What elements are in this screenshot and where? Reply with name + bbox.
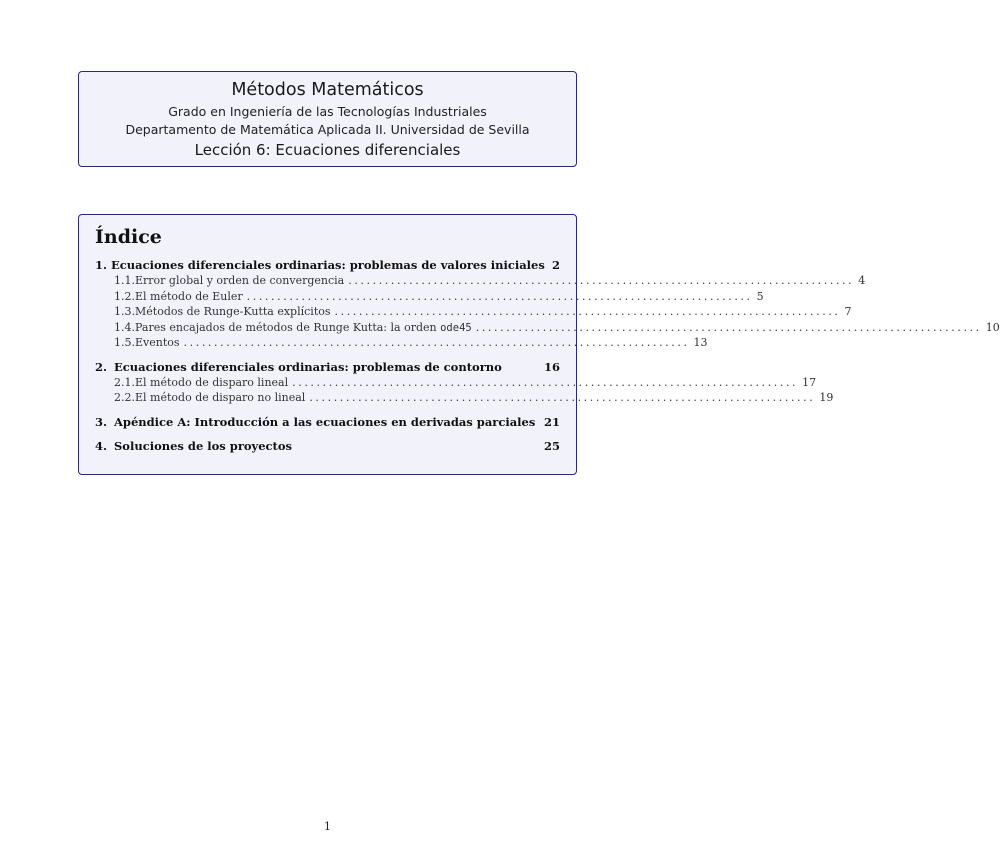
title-box — [78, 71, 577, 167]
toc-label: Métodos de Runge-Kutta explícitos — [135, 305, 331, 318]
toc-page: 4 — [858, 274, 866, 287]
toc-dot-leader: ................................................................................... — [292, 375, 799, 389]
toc-number: 1. — [95, 258, 108, 272]
toc-label: El método de Euler — [135, 289, 243, 303]
toc-number: 1.2. — [114, 289, 135, 303]
toc-number: 1.5. — [114, 336, 135, 349]
toc-number: 4. — [95, 438, 108, 453]
toc-number: 2.1. — [114, 375, 135, 389]
toc-number: 1.3. — [114, 305, 135, 318]
toc-dot-leader: ................................................................................... — [183, 336, 690, 349]
toc-page: 10 — [985, 320, 1000, 334]
toc-label: Apéndice A: Introducción a las ecuaciones en derivadas parciales — [114, 414, 536, 429]
toc-page: 17 — [802, 375, 817, 389]
toc-label: Ecuaciones diferenciales ordinarias: problemas de valores iniciales — [111, 258, 545, 272]
toc-section-1[interactable] — [95, 258, 560, 274]
toc-dot-leader: ................................................................................... — [334, 305, 841, 318]
lesson-title: Lección 6: Ecuaciones diferenciales — [194, 141, 461, 159]
toc-label — [135, 321, 472, 334]
toc-subsection-1-5[interactable] — [95, 336, 708, 352]
toc-label: Soluciones de los proyectos — [114, 438, 293, 453]
page-number: 1 — [324, 820, 331, 833]
toc-subsection-1-2[interactable] — [95, 289, 764, 306]
toc-number: 3. — [95, 414, 108, 429]
toc-label: Eventos — [135, 336, 180, 349]
toc-page: 5 — [756, 289, 764, 303]
toc-subsection-2-2[interactable] — [95, 391, 834, 407]
toc-page: 16 — [543, 359, 560, 374]
toc-dot-leader: ................................................................................... — [348, 274, 855, 287]
toc-subsection-1-1[interactable] — [95, 274, 866, 290]
toc-section-4[interactable] — [95, 439, 560, 455]
degree-line: Grado en Ingeniería de las Tecnologías Industriales — [168, 104, 487, 119]
toc-subsection-1-3[interactable] — [95, 305, 852, 321]
toc-page: 25 — [543, 438, 560, 453]
toc-subsection-1-4[interactable] — [95, 320, 1000, 337]
toc-number: 2. — [95, 359, 108, 374]
toc-label: El método de disparo lineal — [135, 375, 289, 389]
toc-number: 1.4. — [114, 320, 135, 334]
toc-number: 2.2. — [114, 391, 135, 404]
department-line: Departamento de Matemática Aplicada II. Universidad de Sevilla — [125, 122, 530, 137]
toc-section-3[interactable] — [95, 415, 560, 431]
toc-dot-leader: ................................................................................... — [309, 391, 816, 404]
toc-page: 19 — [819, 391, 834, 404]
toc-page: 2 — [551, 258, 560, 272]
toc-dot-leader: ................................................................................... — [246, 289, 753, 303]
toc-heading: Índice — [95, 226, 162, 248]
toc-subsection-2-1[interactable] — [95, 375, 817, 392]
toc-page: 7 — [844, 305, 852, 318]
toc-number: 1.1. — [114, 274, 135, 287]
toc-label: El método de disparo no lineal — [135, 391, 306, 404]
toc-label-text: Pares encajados de métodos de Runge Kutta: la orden — [135, 320, 441, 334]
toc-page: 21 — [543, 414, 560, 429]
toc-label: Error global y orden de convergencia — [135, 274, 345, 287]
toc-section-2[interactable] — [95, 360, 560, 376]
toc-page: 13 — [693, 336, 708, 349]
toc-label: Ecuaciones diferenciales ordinarias: problemas de contorno — [114, 359, 502, 374]
course-title: Métodos Matemáticos — [231, 80, 424, 100]
toc-dot-leader: ................................................................................... — [475, 320, 982, 334]
toc-code: ode45 — [440, 321, 472, 334]
table-of-contents — [78, 214, 1000, 475]
